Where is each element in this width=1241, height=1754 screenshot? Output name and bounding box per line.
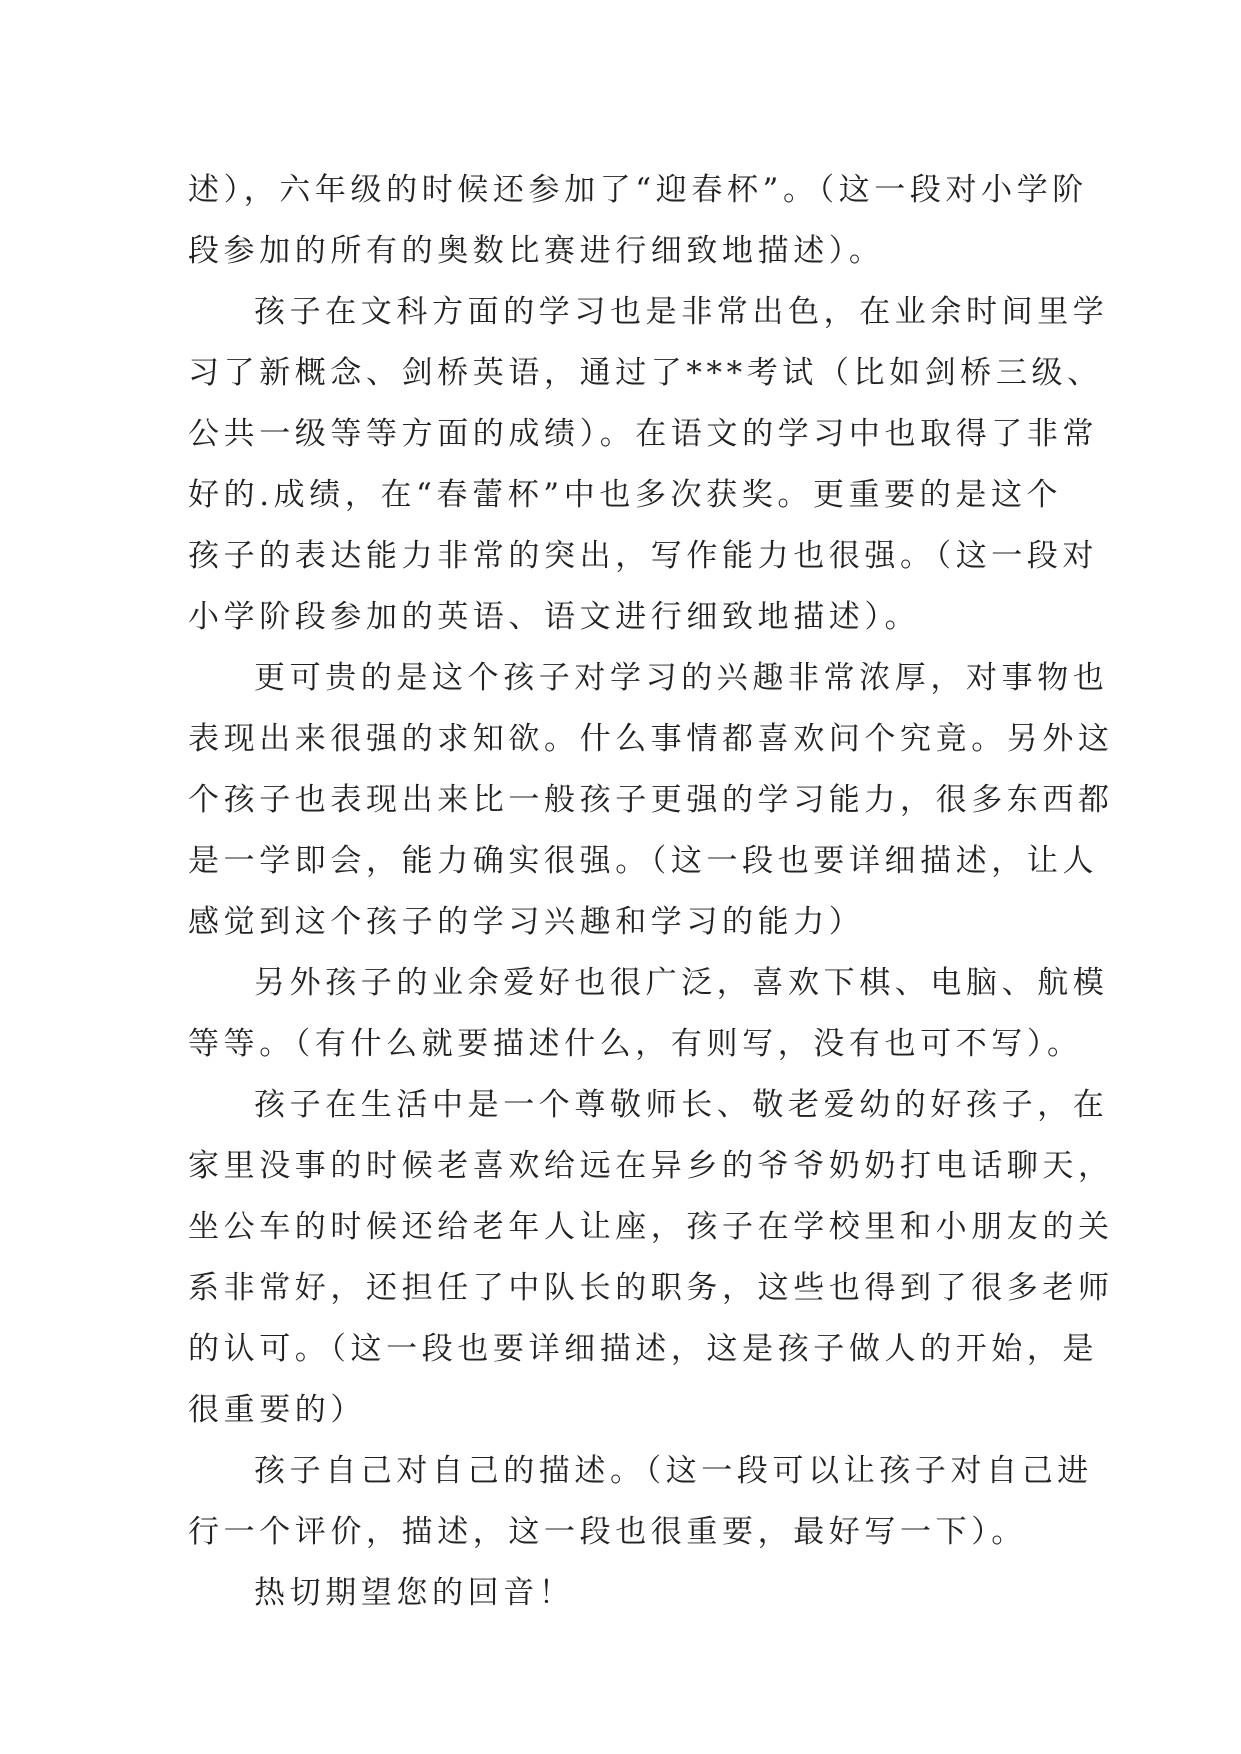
text-line: 述），六年级的时候还参加了“迎春杯”。（这一段对小学阶 [188,172,1088,208]
text-line: 公共一级等等方面的成绩）。在语文的学习中也取得了非常 [188,416,1099,452]
paragraph-start-line: 更可贵的是这个孩子对学习的兴趣非常浓厚，对事物也 [254,660,1109,696]
paragraph-start-line: 孩子在文科方面的学习也是非常出色，在业余时间里学 [254,294,1109,330]
text-line: 很重要的） [188,1392,366,1428]
text-line: 系非常好，还担任了中队长的职务，这些也得到了很多老师 [188,1270,1114,1306]
text-line: 好的.成绩，在“春蕾杯”中也多次获奖。更重要的是这个 [188,477,1063,513]
text-line: 段参加的所有的奥数比赛进行细致地描述）。 [188,233,885,269]
text-line: 的认可。（这一段也要详细描述，这是孩子做人的开始，是 [188,1331,1099,1367]
text-line: 个孩子也表现出来比一般孩子更强的学习能力，很多东西都 [188,782,1114,818]
text-line: 等等。（有什么就要描述什么，有则写，没有也可不写）。 [188,1026,1083,1062]
paragraph-start-line: 孩子自己对自己的描述。（这一段可以让孩子对自己进 [254,1453,1093,1489]
text-line: 坐公车的时候还给老年人让座，孩子在学校里和小朋友的关 [188,1209,1114,1245]
text-line: 表现出来很强的求知欲。什么事情都喜欢问个究竟。另外这 [188,721,1114,757]
text-line: 感觉到这个孩子的学习兴趣和学习的能力） [188,904,865,940]
text-line: 小学阶段参加的英语、语文进行细致地描述）。 [188,599,921,635]
text-line: 习了新概念、剑桥英语，通过了***考试（比如剑桥三级、 [188,355,1103,391]
text-line: 孩子的表达能力非常的突出，写作能力也很强。（这一段对 [188,538,1099,574]
text-line: 行一个评价，描述，这一段也很重要，最好写一下）。 [188,1514,1027,1550]
paragraph-start-line: 另外孩子的业余爱好也很广泛，喜欢下棋、电脑、航模 [254,965,1109,1001]
text-line: 家里没事的时候老喜欢给远在异乡的爷爷奶奶打电话聊天， [188,1148,1114,1184]
paragraph-start-line: 孩子在生活中是一个尊敬师长、敬老爱幼的好孩子，在 [254,1087,1109,1123]
closing-line: 热切期望您的回音！ [254,1575,575,1611]
text-line: 是一学即会，能力确实很强。（这一段也要详细描述，让人 [188,843,1099,879]
letter-body [188,160,1114,1624]
